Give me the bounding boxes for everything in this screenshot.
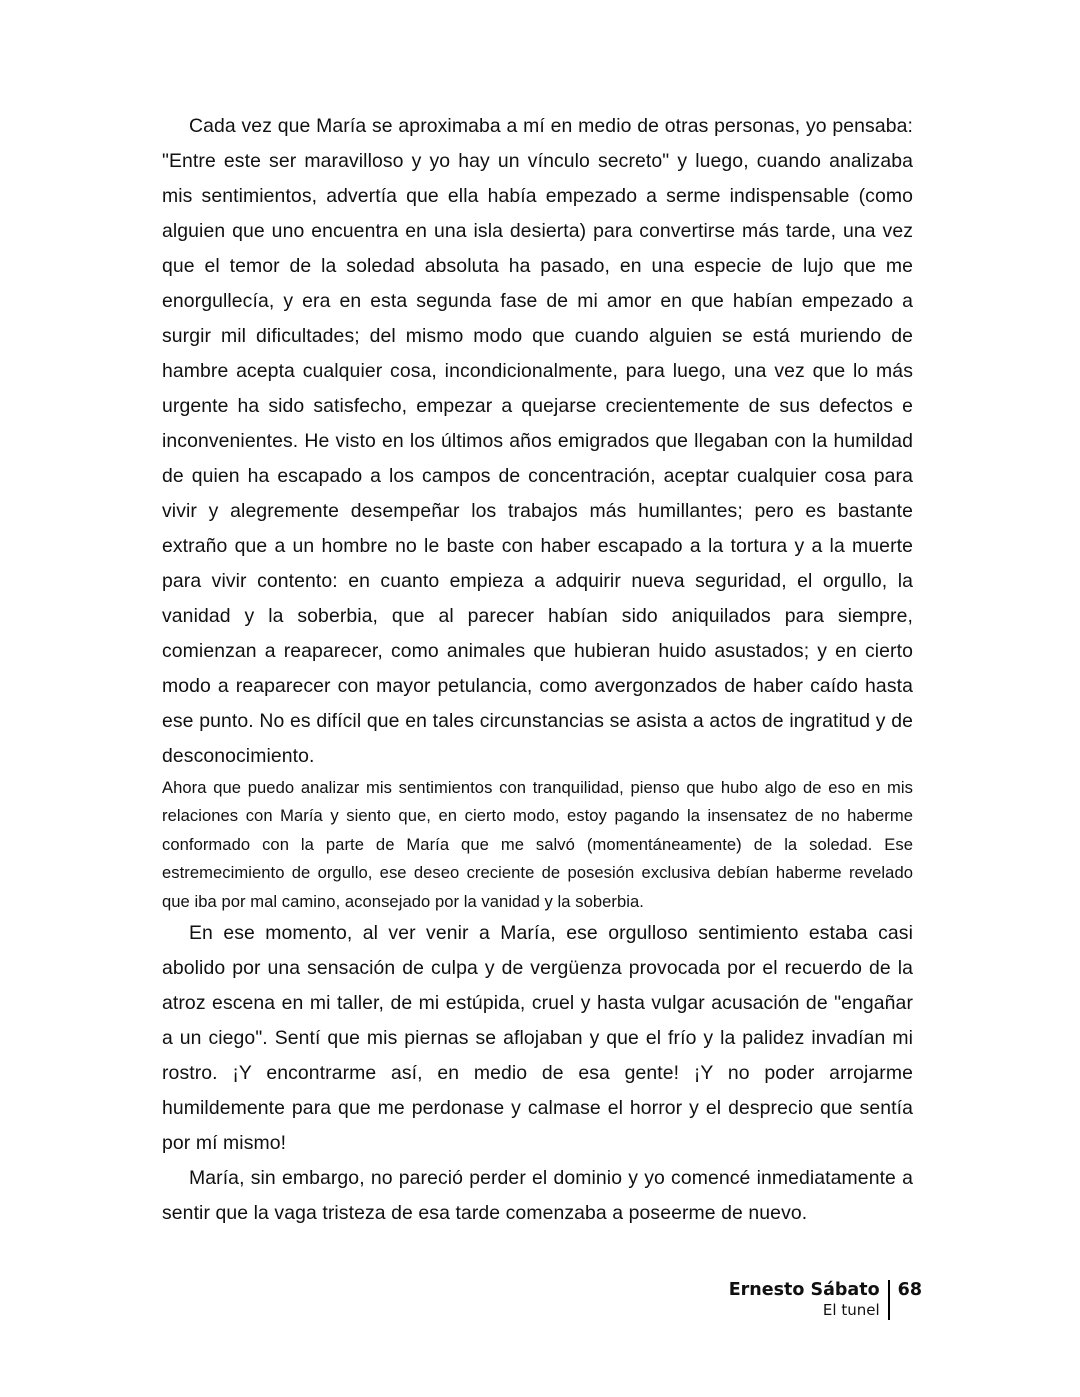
text-block: [162, 109, 913, 1231]
footer-author: Ernesto Sábato: [728, 1280, 880, 1300]
footer-divider-bar: [888, 1280, 890, 1320]
paragraph-2-small: Ahora que puedo analizar mis sentimientos con tranquilidad, pienso que hubo algo de eso en mis relaciones con María y siento que, en cierto modo, estoy pagando la insensatez de no haberme conformado con la parte de María que me salvó (momentáneamente) de la soledad. Ese estremecimiento de orgullo, ese deseo creciente de posesión exclusiva debían haberme revelado que iba por mal camino, aconsejado por la vanidad y la soberbia.: [162, 778, 913, 911]
paragraph-1: Cada vez que María se aproximaba a mí en medio de otras personas, yo pensaba: "Entre este ser maravilloso y yo hay un vínculo secreto" y luego, cuando analizaba mis sentimientos, advertía que ella había empezado a serme indispensable (como alguien que uno encuentra en una isla desierta) para convertirse más tarde, una vez que el temor de la soledad absoluta ha pasado, en una especie de lujo que me enorgullecía, y era en esta segunda fase de mi amor en que habían empezado a surgir mil dificultades; del mismo modo que cuando alguien se está muriendo de hambre acepta cualquier cosa, incondicionalmente, para luego, una vez que lo más urgente ha sido satisfecho, empezar a quejarse crecientemente de sus defectos e inconvenientes. He visto en los últimos años emigrados que llegaban con la humildad de quien ha escapado a los campos de concentración, aceptar cualquier cosa para vivir y alegremente desempeñar los trabajos más humillantes; pero es bastante extraño que a un hombre no le baste con haber escapado a la tortura y a la muerte para vivir contento: en cuanto empieza a adquirir nueva seguridad, el orgullo, la vanidad y la soberbia, que al parecer habían sido aniquilados para siempre, comienzan a reaparecer, como animales que hubieran huido asustados; y en cierto modo a reaparecer con mayor petulancia, como avergonzados de haber caído hasta ese punto. No es difícil que en tales circunstancias se asista a actos de ingratitud y de desconocimiento.: [162, 115, 913, 767]
footer-book-title: El tunel: [822, 1301, 880, 1319]
footer-titles: [729, 1280, 880, 1320]
page-footer: [729, 1280, 922, 1320]
paragraph-4: María, sin embargo, no pareció perder el dominio y yo comencé inmediatamente a sentir que la vaga tristeza de esa tarde comenzaba a poseerme de nuevo.: [162, 1167, 913, 1225]
footer-page-number: 68: [897, 1280, 922, 1300]
paragraph-3: En ese momento, al ver venir a María, ese orgulloso sentimiento estaba casi abolido por una sensación de culpa y de vergüenza provocada por el recuerdo de la atroz escena en mi taller, de mi estúpida, cruel y hasta vulgar acusación de "engañar a un ciego". Sentí que mis piernas se aflojaban y que el frío y la palidez invadían mi rostro. ¡Y encontrarme así, en medio de esa gente! ¡Y no poder arrojarme humildemente para que me perdonase y calmase el horror y el desprecio que sentía por mí mismo!: [162, 922, 913, 1155]
